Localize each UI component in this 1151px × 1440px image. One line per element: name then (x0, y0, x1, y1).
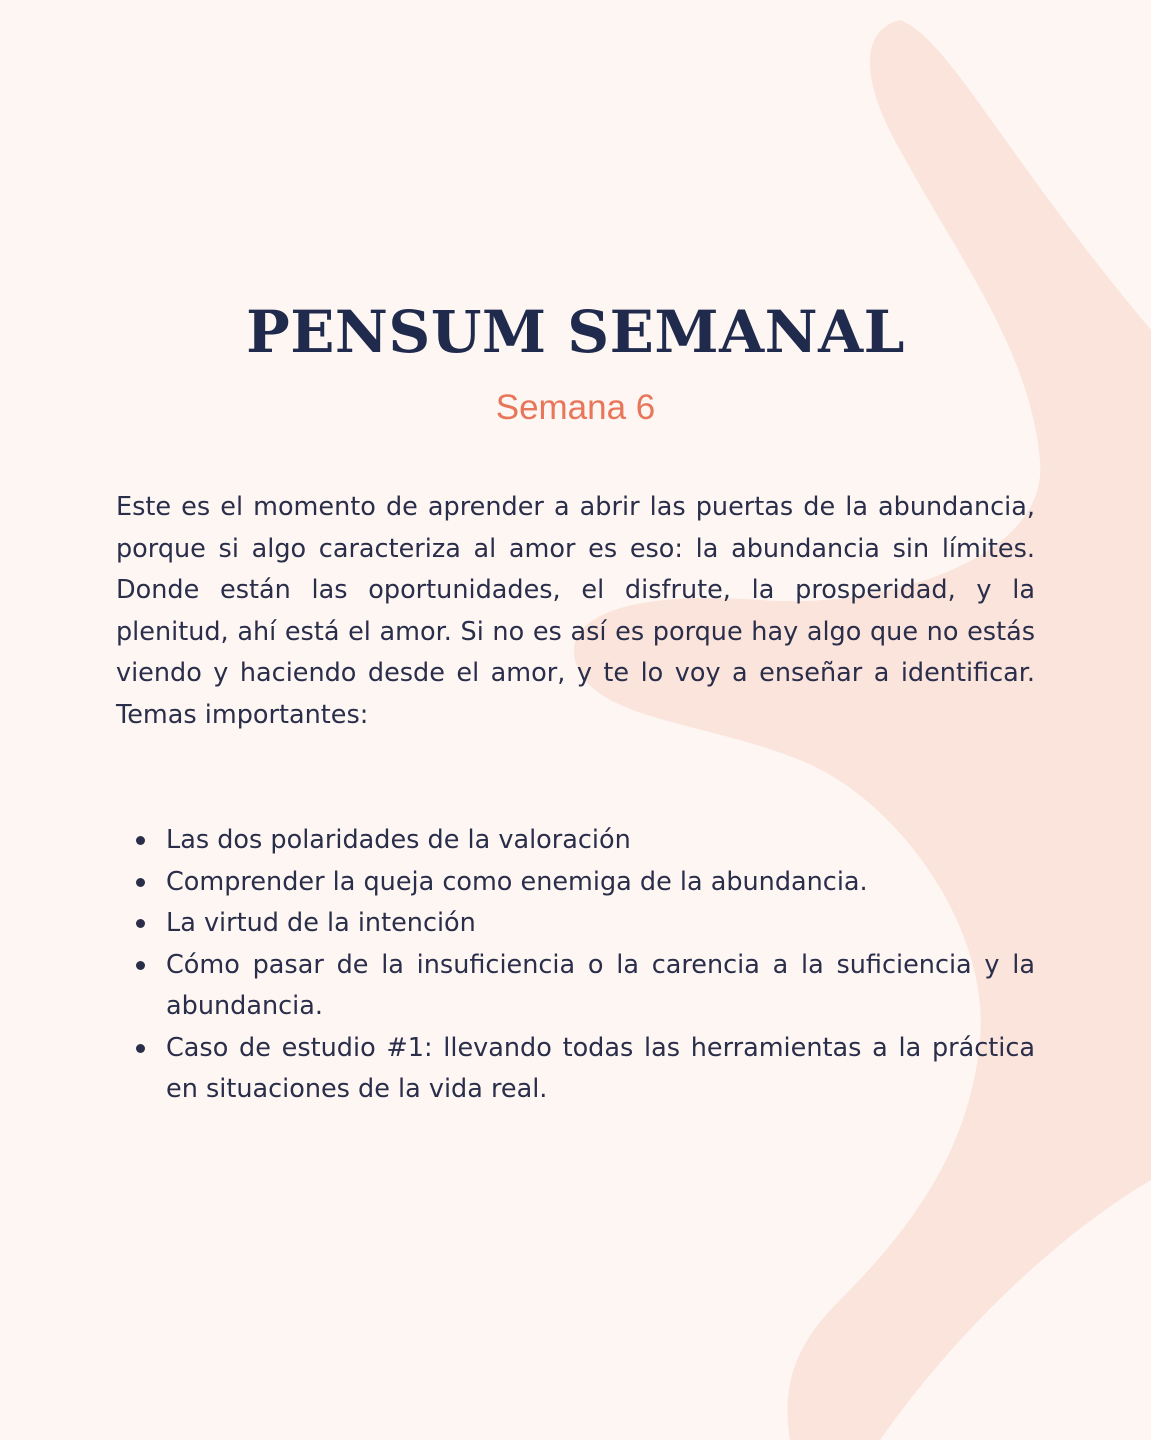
list-item-text: Caso de estudio #1: llevando todas las herramientas a la práctica en situaciones de la vida real. (166, 1032, 1035, 1104)
list-item (166, 820, 1035, 862)
list-item-text: Cómo pasar de la insuficiencia o la carencia a la suficiencia y la abundancia. (166, 949, 1035, 1021)
week-subtitle: Semana 6 (495, 388, 656, 427)
list-item-text: Comprender la queja como enemiga de la abundancia. (166, 866, 868, 897)
page-title: PENSUM SEMANAL (246, 298, 905, 366)
intro-paragraph: Este es el momento de aprender a abrir las puertas de la abundancia, porque si algo caracteriza al amor es eso: la abundancia sin límites. Donde están las oportunidades, el disfrute, la prosperidad, y la plenitud, ahí está el amor. Si no es así es porque hay algo que no estás viendo y haciendo desde el amor, y te lo voy a enseñar a identificar. Temas importantes: (116, 492, 1035, 730)
list-item (166, 1028, 1035, 1111)
list-item (166, 945, 1035, 1028)
bullet-icon (136, 1044, 145, 1053)
bullet-icon (136, 878, 145, 887)
bullet-icon (136, 961, 145, 970)
bullet-icon (136, 919, 145, 928)
list-item-text: Las dos polaridades de la valoración (166, 825, 631, 855)
bullet-icon (136, 836, 145, 845)
list-item (166, 862, 1035, 904)
topics-list (166, 820, 1035, 1111)
list-item-text: La virtud de la intención (166, 908, 476, 938)
list-item (166, 903, 1035, 945)
